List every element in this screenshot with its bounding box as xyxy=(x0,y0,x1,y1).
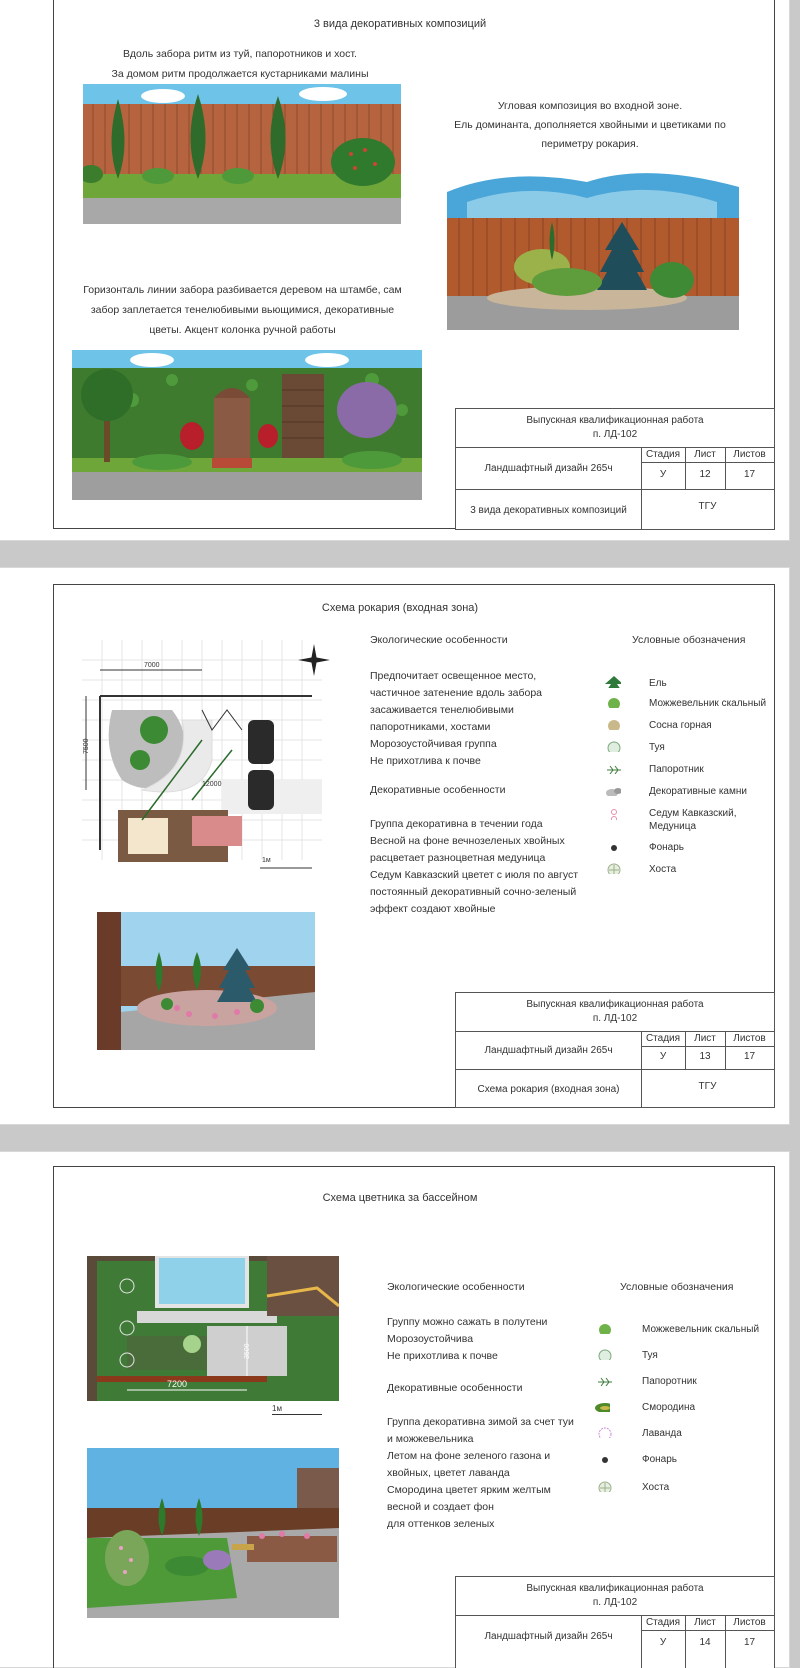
fence-thuja-render xyxy=(83,84,401,224)
tb1-stage: У xyxy=(659,469,667,480)
eco-line: засаживается тенелюбивыми xyxy=(370,704,514,716)
sheet-2-title: Схема рокария (входная зона) xyxy=(321,602,479,614)
lantern-icon xyxy=(605,840,621,852)
plan-dim-depth: 12000 xyxy=(202,781,222,788)
comp2-caption-line3: периметру рокария. xyxy=(541,138,639,150)
tb1-sheet: 12 xyxy=(699,469,711,480)
dec-line: для оттенков зеленых xyxy=(387,1518,495,1530)
tb2-stage: У xyxy=(659,1051,667,1062)
dec-line: Летом на фоне зеленого газона и xyxy=(387,1450,551,1462)
plan-scale: 1м xyxy=(262,857,271,864)
flowerbed-render xyxy=(87,1448,339,1618)
tb1-stage-h: Стадия xyxy=(645,449,681,460)
comp3-caption-line2: забор заплетается тенелюбивыми вьющимися, декоративные xyxy=(90,304,395,316)
lantern-icon xyxy=(596,1452,612,1464)
comp2-caption-line1: Угловая композиция во входной зоне. xyxy=(497,100,683,112)
tb1-project: Ландшафтный дизайн 265ч xyxy=(484,463,613,474)
spruce-icon xyxy=(605,676,621,688)
eco-line: Группу можно сажать в полутени xyxy=(387,1316,548,1328)
sedum-icon xyxy=(605,808,621,820)
stones-icon xyxy=(605,784,621,796)
tb3-stage: У xyxy=(659,1637,667,1648)
hosta-icon xyxy=(596,1480,612,1492)
dec-line: Смородина цветет ярким желтым xyxy=(387,1484,551,1496)
tb2-name: Схема рокария (входная зона) xyxy=(477,1084,620,1095)
eco-line: частичное затенение вдоль забора xyxy=(370,687,543,699)
eco-line: Не прихотлива к почве xyxy=(370,755,481,767)
sheet-3-dec-heading: Декоративные особенности xyxy=(387,1382,523,1394)
comp1-caption-line2: За домом ритм продолжается кустарниками малины xyxy=(111,68,369,80)
dec-line: Седум Кавказский цветет с июля по август xyxy=(370,869,579,881)
rockery-plan xyxy=(82,640,342,886)
sheet-3-legend-heading: Условные обозначения xyxy=(620,1281,734,1293)
title-block-2 xyxy=(455,992,775,1108)
eco-line: папоротниками, хостами xyxy=(370,721,491,733)
tb2-sheets: 17 xyxy=(743,1051,756,1062)
tb2-project: Ландшафтный дизайн 265ч xyxy=(484,1045,613,1056)
tb1-sheets: 17 xyxy=(743,469,756,480)
eco-line: Предпочитает освещенное место, xyxy=(370,670,537,682)
tb3-sheet: 14 xyxy=(699,1637,711,1648)
dec-line: Весной на фоне вечнозеленых хвойных xyxy=(370,835,565,847)
sheet-2-legend-heading: Условные обозначения xyxy=(632,634,746,646)
flowerbed-plan xyxy=(87,1256,339,1401)
tb2-sheet-h: Лист xyxy=(694,1033,716,1044)
sheet-2-dec-heading: Декоративные особенности xyxy=(370,784,506,796)
fern-icon xyxy=(596,1374,612,1386)
dec-line: постоянный декоративный сочно-зеленый xyxy=(370,886,577,898)
mountain-pine-icon xyxy=(605,718,621,730)
sheet-3: Схема цветника за бассейном 7200 3500 1м Экологические особенности Группу можно сажать в полутени Морозоустойчива Не прихотлива к почве Декоративные особенности Группа декоративна зимой за счет туи и можжевельника Летом на фоне зеленого газона и хвойных, цветет лаванда Смородина цветет ярким желтым весной и создает фон для оттенков зеленых Условные обозначения Можжевельник скальный Туя Папоротник Смородина Лаванда Фонарь Хоста Выпускная квалификационная работа п. ЛД-102 Ландшафтный дизайн 265ч Стадия Лист Листов У 14 17 xyxy=(0,1152,789,1667)
eco-line: Не прихотлива к почве xyxy=(387,1350,498,1362)
tb2-group: п. ЛД-102 xyxy=(592,1013,638,1024)
juniper-icon xyxy=(596,1322,612,1334)
juniper-icon xyxy=(605,696,621,708)
tb2-sheet: 13 xyxy=(699,1051,711,1062)
tb3-stage-h: Стадия xyxy=(645,1617,681,1628)
comp1-caption-line1: Вдоль забора ритм из туй, папоротников и хост. xyxy=(123,48,357,60)
sheet-1 xyxy=(0,0,789,540)
dec-line: эффект создают хвойные xyxy=(370,903,496,915)
comp3-caption-line3: цветы. Акцент колонка ручной работы xyxy=(149,324,336,336)
lavender-icon xyxy=(596,1426,612,1438)
tb2-sheets-h: Листов xyxy=(733,1033,766,1044)
tb3-sheets-h: Листов xyxy=(733,1617,766,1628)
tb1-sheet-h: Лист xyxy=(694,449,716,460)
tb3-project: Ландшафтный дизайн 265ч xyxy=(484,1631,613,1642)
dec-line: и можжевельника xyxy=(387,1433,474,1445)
tb1-name: 3 вида декоративных композиций xyxy=(470,505,627,516)
fern-icon xyxy=(605,762,621,774)
dec-line: Группа декоративна зимой за счет туи xyxy=(387,1416,574,1428)
rockery-render xyxy=(97,912,315,1050)
eco-line: Морозоустойчивая группа xyxy=(370,738,497,750)
dec-line: Группа декоративна в течении года xyxy=(370,818,543,830)
thuja-icon xyxy=(605,740,621,752)
tb2-stage-h: Стадия xyxy=(645,1033,681,1044)
plan-dim-height: 3500 xyxy=(244,1343,251,1359)
title-block-3 xyxy=(455,1576,775,1668)
sheet-1-title: 3 вида декоративных композиций xyxy=(313,18,487,30)
tb3-work: Выпускная квалификационная работа xyxy=(526,1583,704,1594)
tb2-org: ТГУ xyxy=(698,1081,717,1092)
tb1-work: Выпускная квалификационная работа xyxy=(526,415,704,426)
plan-dim-width: 7200 xyxy=(167,1379,188,1389)
plan-scale-bar xyxy=(272,1404,322,1415)
tb3-group: п. ЛД-102 xyxy=(592,1597,638,1608)
comp2-caption-line2: Ель доминанта, дополняется хвойными и цветиками по xyxy=(454,119,726,131)
tb1-org: ТГУ xyxy=(698,501,717,512)
comp3-caption-line1: Горизонталь линии забора разбивается деревом на штамбе, сам xyxy=(83,284,402,296)
tb3-sheets: 17 xyxy=(743,1637,756,1648)
dec-line: весной и создает фон xyxy=(387,1501,494,1513)
plan-dim-height: 7500 xyxy=(83,738,90,754)
eco-line: Морозоустойчива xyxy=(387,1333,474,1345)
title-block-1 xyxy=(455,408,775,530)
spruce-corner-render xyxy=(447,162,739,330)
tb1-sheets-h: Листов xyxy=(733,449,766,460)
dec-line: хвойных, цветет лаванда xyxy=(387,1467,510,1479)
hedge-column-render xyxy=(72,350,422,500)
plan-dim-width: 7000 xyxy=(144,662,160,669)
sheet-3-eco-heading: Экологические особенности xyxy=(387,1281,525,1293)
dec-line: расцветает разноцветная медуница xyxy=(370,852,546,864)
thuja-icon xyxy=(596,1348,612,1360)
hosta-icon xyxy=(605,862,621,874)
tb3-sheet-h: Лист xyxy=(694,1617,716,1628)
plan-scale-label: 1м xyxy=(272,1404,282,1413)
tb2-work: Выпускная квалификационная работа xyxy=(526,999,704,1010)
currant-icon xyxy=(594,1400,610,1412)
sheet-3-title: Схема цветника за бассейном xyxy=(322,1192,478,1204)
sheet-2: Схема рокария (входная зона) 7000 7500 12000 1м Экологические особенности Предпочитает освещенное место, частичное затенение вдоль забора засаживается тенелюбивыми папоротниками, хостами Морозоустойчивая группа Не прихотлива к почве Декоративные особенности Группа декоративна в течении года Весной на фоне вечнозеленых хвойных расцветает разноцветная медуница Седум Кавказский цветет с июля по август постоянный декоративный сочно-зеленый эффект создают хвойные Условные обозначения Ель Можжевельник скальный Сосна горная Туя Папоротник Декоративные камни Седум Кавказский, Медуница Фонарь Хоста Выпускная квалификационная работа п. ЛД-102 Ландшафтный дизайн 265ч Стадия Лист Листов У 13 17 Схема рокария (входная зона) ТГУ xyxy=(0,568,789,1124)
tb1-group: п. ЛД-102 xyxy=(592,429,638,440)
sheet-2-eco-heading: Экологические особенности xyxy=(370,634,508,646)
